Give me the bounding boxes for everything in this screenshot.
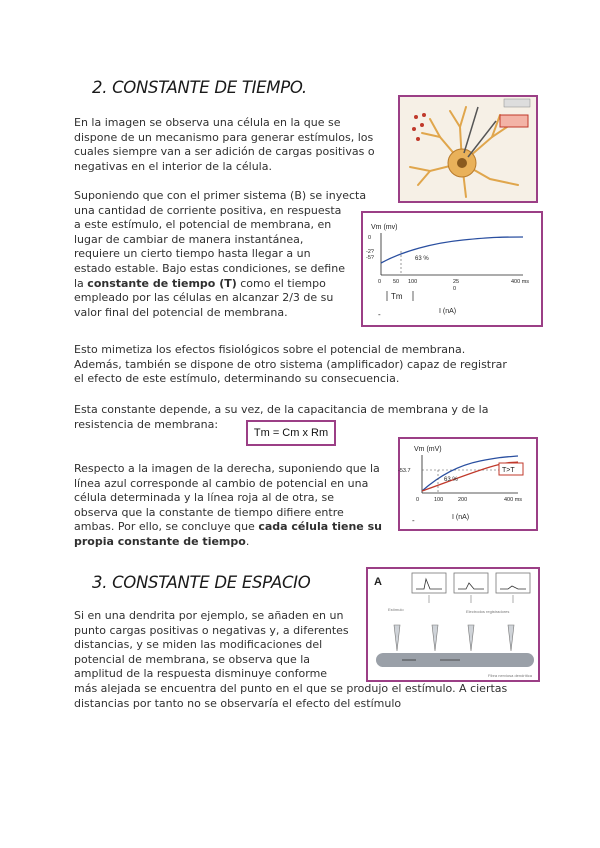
text-line: potencial de membrana, se observa que la (74, 652, 311, 666)
section2-paragraph-1 (74, 116, 394, 174)
space-figure-label: A (374, 576, 382, 588)
graph1-y-tick: -5? (366, 255, 374, 261)
graph2-x-tick: 0 (416, 497, 420, 503)
text-line: valor final del potencial de membrana. (74, 305, 288, 319)
text-line: lugar de cambiar de manera instantánea, (74, 232, 304, 246)
text-line: la constante de tiempo (T) como el tiempo (74, 276, 326, 290)
text-line: célula determinada y la línea roja al de otra, se (74, 491, 335, 505)
graph2-current-label: I (nA) (452, 514, 470, 521)
section2-paragraph-5 (74, 462, 399, 550)
graph2-x-tick: 200 (458, 497, 468, 503)
text-line: distancias, y se miden las modificaciones del (74, 638, 323, 652)
neuron-figure (398, 95, 538, 203)
text-line: línea azul corresponde al cambio de potencial en una (74, 476, 369, 490)
graph1-x-tick: 50 (393, 279, 400, 285)
graph1-y-label: Vm (mv) (371, 224, 398, 231)
text-line: una cantidad de corriente positiva, en respuesta (74, 203, 342, 217)
bold-term: cada célula tiene su (258, 520, 382, 534)
formula-box: Tm = Cm x Rm (246, 420, 336, 446)
text-line: el efecto de este estímulo, determinando su consecuencia. (74, 372, 400, 386)
text-line: dispone de un mecanismo para generar estímulos, los (74, 130, 374, 144)
graph2-y-label: Vm (mV) (414, 446, 442, 453)
graph1-x-sub: 0 (453, 286, 457, 292)
graph2-svg (400, 439, 536, 529)
graph1-tm-label: Tm (391, 292, 403, 301)
text-line: más alejada se encuentra del punto en el que se produjo el estímulo. A ciertas (74, 681, 508, 695)
text-line: Si en una dendrita por ejemplo, se añaden en un (74, 609, 344, 622)
text-line: distancias por tanto no se observaría el efecto del estímulo (74, 696, 402, 710)
section2-paragraph-3 (74, 343, 544, 387)
text-line: ambas. Por ello, se concluye que cada célula tiene su (74, 520, 382, 534)
graph1-pct: 63 % (415, 256, 429, 262)
text-line: En la imagen se observa una célula en la que se (74, 116, 341, 129)
graph1-minus: - (378, 310, 381, 319)
graph1-y-tick: -2? (366, 249, 374, 255)
neuron-illustration (400, 97, 536, 201)
text-line: observa que la constante de tiempo difiere entre (74, 505, 344, 519)
text-line: Además, también se dispone de otro sistema (amplificador) capaz de registrar (74, 357, 507, 371)
graph1-x-tick: 0 (378, 279, 382, 285)
graph1-x-tick: 400 ms (511, 279, 530, 285)
text-line: requiere un cierto tiempo hasta llegar a un (74, 247, 311, 261)
text-line: Esta constante depende, a su vez, de la capacitancia de membrana y de la (74, 403, 489, 416)
text-line: Suponiendo que con el primer sistema (B) se inyecta (74, 189, 367, 202)
graph2-badge: T>T (502, 467, 515, 474)
graph1-x-tick: 25 (453, 279, 460, 285)
section3-title: 3. CONSTANTE DE ESPACIO (92, 573, 311, 592)
graph2-y-tick: -53.7 (398, 468, 411, 474)
graph1-y-tick: 0 (368, 235, 372, 241)
graph2-minus: - (412, 516, 415, 525)
text-line: a este estímulo, el potencial de membrana, en (74, 218, 332, 232)
graph1-svg (363, 213, 541, 325)
graph2-x-tick: 400 ms (504, 497, 523, 503)
space-small-text: Electrodos registradores (466, 609, 510, 614)
text-line: punto cargas positivas o negativas y, a diferentes (74, 623, 349, 637)
text-line: Esto mimetiza los efectos fisiológicos sobre el potencial de membrana. (74, 343, 466, 356)
graph2-pct: 63 % (444, 477, 458, 483)
text-line: estado estable. Bajo estas condiciones, se define (74, 261, 345, 275)
comparison-graph (398, 437, 538, 531)
graph2-x-tick: 100 (434, 497, 444, 503)
text-line: empleado por las células en alcanzar 2/3 de su (74, 291, 334, 305)
space-small-text: Estímulo (388, 607, 404, 612)
bold-term: propia constante de tiempo (74, 534, 246, 548)
section2-title: 2. CONSTANTE DE TIEMPO. (92, 78, 307, 97)
graph1-curve (381, 237, 523, 263)
time-constant-graph (361, 211, 543, 327)
text-line: negativas en el interior de la célula. (74, 159, 272, 173)
text-line: resistencia de membrana: (74, 417, 219, 431)
text-line: amplitud de la respuesta disminuye conforme (74, 667, 328, 681)
bold-term: constante de tiempo (T) (87, 276, 237, 290)
text-line: Respecto a la imagen de la derecha, suponiendo que la (74, 462, 380, 475)
text-line: propia constante de tiempo. (74, 534, 250, 548)
section2-paragraph-2 (74, 189, 367, 320)
section3-paragraph (74, 609, 544, 711)
space-caption: Fibra nerviosa dendrítica (488, 673, 533, 678)
text-line: cuales siempre van a ser adición de cargas positivas o (74, 145, 375, 159)
graph1-x-tick: 100 (408, 279, 418, 285)
graph1-current-label: I (nA) (439, 308, 457, 315)
